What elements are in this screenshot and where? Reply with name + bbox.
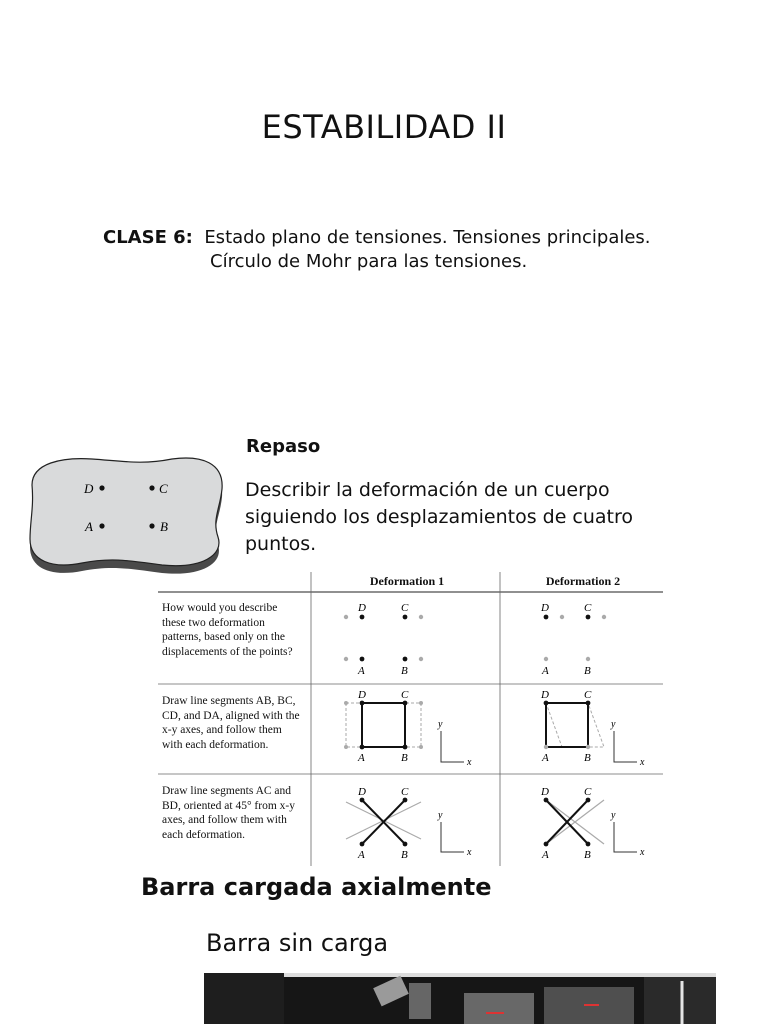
axis-x-label: x [467, 757, 472, 768]
label-d: D [541, 602, 549, 614]
label-b: B [584, 849, 591, 861]
row3-deformation1-diagonals [346, 786, 472, 861]
point-d-dot [99, 485, 104, 490]
class-topic-line1: Estado plano de tensiones. Tensiones principales. [204, 227, 651, 248]
row1-deformation2-points [540, 602, 606, 677]
label-d: D [358, 602, 366, 614]
deformation-table [158, 566, 668, 866]
label-d: D [358, 786, 366, 798]
class-description [103, 226, 651, 250]
section-subheading: Barra sin carga [206, 929, 389, 957]
unloaded-bar-photo [204, 973, 716, 1024]
label-b: B [584, 752, 591, 764]
point-b-label: B [160, 519, 168, 534]
photo-sketch [204, 973, 716, 1024]
axis-y-label: y [438, 719, 443, 730]
label-a: A [358, 849, 365, 861]
label-d: D [541, 689, 549, 701]
axis-x-label: x [640, 757, 645, 768]
label-a: A [358, 752, 365, 764]
label-a: A [542, 849, 549, 861]
class-label: CLASE 6: [103, 227, 193, 248]
table-row2-question: Draw line segments AB, BC, CD, and DA, aligned with the x-y axes, and follow them with each deformation. [162, 695, 300, 751]
section-heading: Barra cargada axialmente [141, 873, 492, 901]
label-c: C [584, 602, 592, 614]
point-c-dot [149, 485, 154, 490]
label-b: B [401, 849, 408, 861]
label-a: A [358, 665, 365, 677]
row1-deformation1-points [344, 602, 423, 677]
point-a-label: A [85, 519, 93, 534]
row2-deformation2-squares [540, 689, 645, 768]
page-title: ESTABILIDAD II [261, 108, 507, 146]
row2-deformation1-squares [344, 689, 472, 768]
point-d-label: D [84, 481, 94, 496]
axis-y-label: y [611, 719, 616, 730]
label-b: B [401, 665, 408, 677]
class-topic-line2: Círculo de Mohr para las tensiones. [210, 251, 528, 272]
label-c: C [584, 689, 592, 701]
label-c: C [401, 602, 409, 614]
point-a-dot [99, 523, 104, 528]
label-d: D [358, 689, 366, 701]
body-surface [30, 458, 222, 566]
label-a: A [542, 665, 549, 677]
axis-x-label: x [467, 847, 472, 858]
axis-y-label: y [611, 810, 616, 821]
label-d: D [541, 786, 549, 798]
point-b-dot [149, 523, 154, 528]
label-b: B [401, 752, 408, 764]
point-c-label: C [159, 481, 168, 496]
axis-y-label: y [438, 810, 443, 821]
table-header-deformation2: Deformation 2 [545, 574, 621, 588]
label-c: C [401, 786, 409, 798]
table-row3-question: Draw line segments AC and BD, oriented at 45° from x-y axes, and follow them with each deformation. [162, 785, 295, 841]
table-header-deformation1: Deformation 1 [369, 574, 445, 588]
row3-deformation2-diagonals [540, 786, 645, 861]
label-a: A [542, 752, 549, 764]
axis-x-label: x [640, 847, 645, 858]
deformable-body-figure [12, 445, 232, 575]
label-b: B [584, 665, 591, 677]
repaso-text: Describir la deformación de un cuerpo siguiendo los desplazamientos de cuatro puntos. [245, 479, 634, 555]
label-c: C [401, 689, 409, 701]
table-row1-question: How would you describe these two deformation patterns, based only on the displacements of the points? [162, 602, 293, 658]
repaso-heading: Repaso [246, 436, 321, 457]
label-c: C [584, 786, 592, 798]
